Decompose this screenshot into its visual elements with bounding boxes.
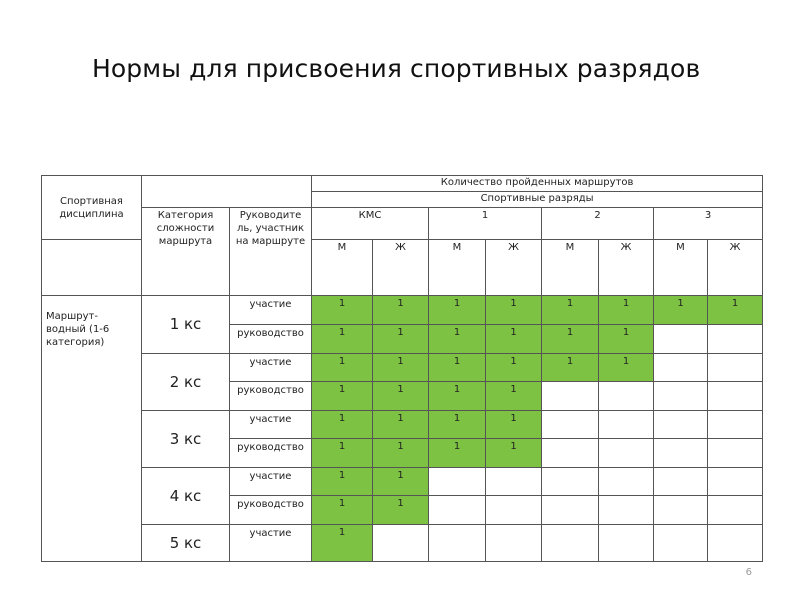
value-cell-filled: 1 [654,296,708,325]
value-cell-empty [429,496,486,525]
discipline-header: Спортивная дисциплина [42,176,142,240]
value-cell-empty [542,468,599,496]
table-row [42,525,763,562]
value-cell-filled: 1 [373,354,429,382]
slide-title: Нормы для присвоения спортивных разрядов [92,54,701,83]
gender-header: М [429,240,486,296]
value-cell-empty [654,325,708,354]
value-cell-filled: 1 [542,354,599,382]
role-cell: участие [230,354,312,382]
value-cell-filled: 1 [486,296,542,325]
norms-table [41,175,763,562]
value-cell-empty [654,468,708,496]
role-header: Руководите ль, участник на маршруте [230,208,312,296]
value-cell-empty [708,439,763,468]
value-cell-empty [654,525,708,562]
rank-header-kms: КМС [312,208,429,240]
value-cell-empty [708,325,763,354]
value-cell-filled: 1 [373,411,429,439]
value-cell-filled: 1 [429,411,486,439]
category-cell: 4 кс [142,468,230,525]
category-cell: 2 кс [142,354,230,411]
role-cell: участие [230,468,312,496]
value-cell-empty [708,525,763,562]
ranks-header: Спортивные разряды [312,192,763,208]
value-cell-empty [542,525,599,562]
value-cell-empty [542,496,599,525]
role-cell: руководство [230,439,312,468]
value-cell-filled: 1 [312,468,373,496]
category-cell: 3 кс [142,411,230,468]
table-row [42,468,763,496]
role-cell: руководство [230,382,312,411]
role-cell: участие [230,525,312,562]
category-header: Категория сложности маршрута [142,208,230,296]
gender-header: М [654,240,708,296]
value-cell-filled: 1 [599,325,654,354]
gender-header: Ж [486,240,542,296]
value-cell-empty [708,496,763,525]
value-cell-filled: 1 [312,325,373,354]
value-cell-filled: 1 [373,496,429,525]
value-cell-empty [429,525,486,562]
value-cell-empty [654,411,708,439]
value-cell-filled: 1 [542,325,599,354]
value-cell-empty [654,439,708,468]
gender-header: М [542,240,599,296]
value-cell-filled: 1 [599,296,654,325]
rank-header-1: 1 [429,208,542,240]
value-cell-filled: 1 [312,439,373,468]
value-cell-filled: 1 [373,468,429,496]
value-cell-filled: 1 [486,354,542,382]
value-cell-filled: 1 [373,439,429,468]
value-cell-filled: 1 [373,382,429,411]
discipline-cell: Маршрут-водный (1-6 категория) [42,296,142,562]
value-cell-empty [708,382,763,411]
gender-header: Ж [708,240,763,296]
role-cell: участие [230,411,312,439]
value-cell-empty [542,439,599,468]
value-cell-filled: 1 [312,411,373,439]
value-cell-empty [373,525,429,562]
value-cell-empty [599,496,654,525]
value-cell-filled: 1 [312,496,373,525]
rank-header-2: 2 [542,208,654,240]
value-cell-filled: 1 [486,382,542,411]
category-cell: 5 кс [142,525,230,562]
table-row [42,411,763,439]
value-cell-empty [654,496,708,525]
value-cell-filled: 1 [312,296,373,325]
value-cell-filled: 1 [708,296,763,325]
page-number: 6 [745,567,752,578]
value-cell-empty [654,354,708,382]
value-cell-filled: 1 [429,439,486,468]
gender-header: Ж [599,240,654,296]
role-cell: руководство [230,325,312,354]
table-row [42,354,763,382]
value-cell-filled: 1 [429,296,486,325]
value-cell-empty [708,354,763,382]
value-cell-filled: 1 [429,382,486,411]
value-cell-empty [486,496,542,525]
value-cell-filled: 1 [429,325,486,354]
value-cell-filled: 1 [599,354,654,382]
value-cell-filled: 1 [373,325,429,354]
value-cell-filled: 1 [312,354,373,382]
role-cell: руководство [230,496,312,525]
value-cell-filled: 1 [542,296,599,325]
value-cell-filled: 1 [486,411,542,439]
value-cell-filled: 1 [312,382,373,411]
blank-discipline-cell [42,240,142,296]
value-cell-empty [599,439,654,468]
value-cell-empty [708,468,763,496]
role-cell: участие [230,296,312,325]
table-row [42,296,763,325]
routes-count-header: Количество пройденных маршрутов [312,176,763,192]
value-cell-empty [486,525,542,562]
value-cell-empty [599,525,654,562]
value-cell-empty [599,468,654,496]
rank-header-3: 3 [654,208,763,240]
value-cell-empty [654,382,708,411]
value-cell-empty [599,411,654,439]
gender-header: М [312,240,373,296]
value-cell-filled: 1 [312,525,373,562]
value-cell-filled: 1 [486,325,542,354]
category-cell: 1 кс [142,296,230,354]
value-cell-filled: 1 [486,439,542,468]
value-cell-empty [542,411,599,439]
value-cell-empty [542,382,599,411]
value-cell-empty [429,468,486,496]
value-cell-empty [599,382,654,411]
value-cell-filled: 1 [373,296,429,325]
gender-header: Ж [373,240,429,296]
value-cell-filled: 1 [429,354,486,382]
value-cell-empty [708,411,763,439]
value-cell-empty [486,468,542,496]
blank-header-cell [142,176,312,208]
